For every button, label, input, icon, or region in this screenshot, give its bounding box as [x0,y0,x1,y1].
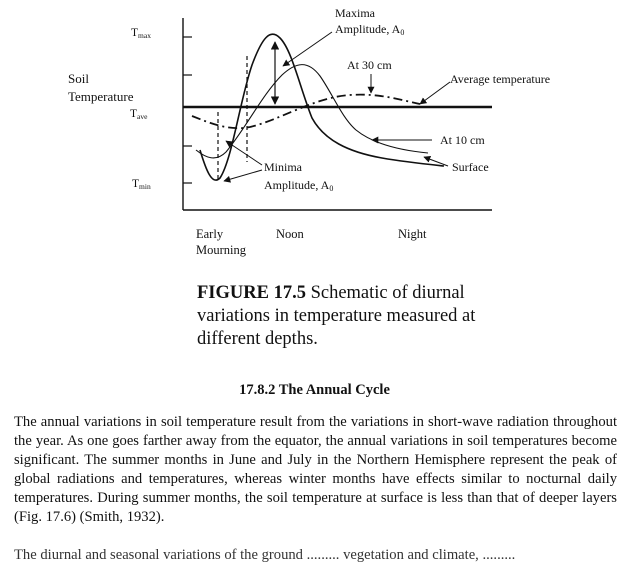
minima-pointer-upper [226,141,262,165]
surface-label: Surface [452,160,489,174]
x-label-early-line1: Early [196,227,224,241]
maxima-label-line2: Amplitude, A0 [335,22,405,37]
tick-label-tave: Tave [130,108,148,121]
minima-label-line1: Minima [264,160,302,174]
minima-label-line2: Amplitude, A0 [264,178,334,193]
x-label-early-line2: Mourning [196,243,246,257]
minima-pointer-lower [224,170,262,181]
y-axis-label-line1: Soil [68,71,89,86]
maxima-label-line1: Maxima [335,6,375,20]
y-axis-label-line2: Temperature [68,89,134,104]
diurnal-temperature-figure [0,0,629,282]
figure-caption-label: FIGURE 17.5 [197,283,306,303]
tick-label-tmin: Tmin [132,178,151,191]
x-label-noon: Noon [276,227,304,241]
at10-label: At 10 cm [440,133,485,147]
x-label-night: Night [398,227,427,241]
maxima-pointer [283,32,332,66]
cutoff-line: The diurnal and seasonal variations of the ground ......... vegetation and climate, ......... [14,547,516,563]
figure-caption-text: Schematic of diurnal variations in temperature measured at different depths. [197,283,476,349]
at30-label: At 30 cm [347,58,392,72]
figure-caption [197,282,527,351]
tick-label-tmax: Tmax [131,27,151,40]
average-temperature-label: Average temperature [450,72,551,86]
body-paragraph: The annual variations in soil temperature result from the variations in short-wave radiation throughout the year. As one goes farther away from the equator, the annual variations in soil temperatures become significant. The summer months in June and July in the Northern Hemisphere represent the peak of global radiations and temperatures, whereas winter months have effects similar to nocturnal daily temperatures. During summer months, the soil temperature at surface is less than that of deeper layers (Fig. 17.6) (Smith, 1932). [14,414,617,525]
average-pointer [420,82,450,104]
section-heading: 17.8.2 The Annual Cycle [239,382,390,398]
